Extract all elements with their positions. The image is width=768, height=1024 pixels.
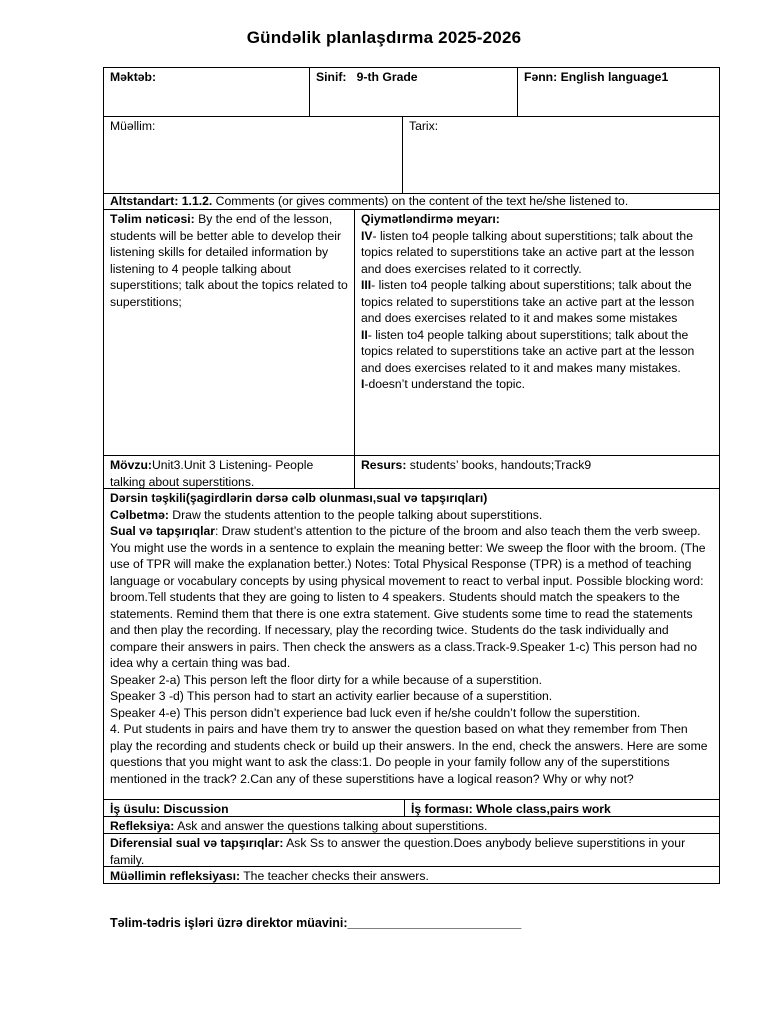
resources-text: students’ books, handouts;Track9 xyxy=(406,458,592,472)
differential-label: Diferensial sual və tapşırıqlar: xyxy=(110,836,284,850)
method-label: İş üsulu: Discussion xyxy=(110,802,229,816)
step-4-paragraph: 4. Put students in pairs and have them try to answer the question based on what they remember from Then play the recording and students check or build up their answers. In the end, check the answers. Here are some questions that you might want to ask the class:1. Do people in your family follow any of the superstitions mentioned in the track? 2.Can any of these superstitions have a logical reason? Why or why not? xyxy=(110,722,708,786)
speaker-2-line: Speaker 2-a) This person left the floor dirty for a while because of a superstition. xyxy=(110,672,542,687)
lesson-organization-cell xyxy=(104,489,719,799)
topic-text: Unit3.Unit 3 Listening- People talking about superstitions. xyxy=(110,458,314,488)
teacher-label: Müəllim: xyxy=(110,119,156,133)
substandard-cell xyxy=(104,194,719,209)
subject-label: Fənn: xyxy=(524,70,558,84)
engage-paragraph: Cəlbetmə: Draw the students attention to the people talking about superstitions. xyxy=(110,507,543,522)
resources-label: Resurs: xyxy=(361,458,407,472)
substandard-label: Altstandart: xyxy=(110,194,179,208)
assessment-level-4: IV- listen to4 people talking about superstitions; talk about the topics related to superstitions take an active part at the lesson and does exercises related to it correctly. xyxy=(361,228,695,276)
assessment-level-1: I-doesn’t understand the topic. xyxy=(361,377,525,391)
class-label: Sinif: xyxy=(316,70,347,84)
work-form-cell xyxy=(404,800,719,816)
class-value: 9-th Grade xyxy=(356,70,418,84)
teacher-cell xyxy=(104,117,402,193)
reflection-row xyxy=(103,817,720,834)
topic-cell xyxy=(104,456,354,488)
school-label: Məktəb: xyxy=(110,70,157,84)
teacher-reflection-cell xyxy=(104,867,719,883)
lesson-plan-table xyxy=(103,67,720,884)
reflection-text: Ask and answer the questions talking about superstitions. xyxy=(174,819,488,833)
differential-row xyxy=(103,834,720,867)
substandard-code: 1.1.2. xyxy=(181,194,213,208)
method-cell xyxy=(104,800,404,816)
teacher-reflection-label: Müəllimin refleksiyası: xyxy=(110,869,241,883)
lesson-heading: Dərsin təşkili(şagirdlərin dərsə cəlb olunması,sual və tapşırıqları) xyxy=(110,491,488,505)
method-row xyxy=(103,800,720,817)
date-label: Tarix: xyxy=(409,119,439,133)
substandard-row xyxy=(103,194,720,210)
header-row xyxy=(103,67,720,117)
learning-outcome-text: By the end of the lesson, students will be better able to develop their listening skills for detailed information by listening to 4 people talking about superstitions; talk about the topics related to superstitions; xyxy=(110,212,348,309)
tasks-paragraph: Sual və tapşırıqlar: Draw student’s attention to the picture of the broom and also teach them the verb sweep. You might use the words in a sentence to explain the meaning better: We sweep the floor with the broom. (The use of TPR will make the explanation better.) Notes: Total Physical Response (TPR) is a method of teaching language or vocabulary concepts by using physical movement to react to verbal input. Possible blocking word: broom.Tell students that they are going to listen to 4 speakers. Students should match the speakers to the statements. Remind them that there is one extra statement. Give students some time to read the statements and then play the recording. If necessary, play the recording twice. Students do the task individually and compare their answers in pairs. Then check the answers as a class.Track-9.Speaker 1-c) This person had no idea why a certain thing was bad. xyxy=(110,524,706,670)
director-signature-line: Təlim-tədris işləri üzrə direktor müavini:_________________________ xyxy=(110,916,522,930)
speaker-3-line: Speaker 3 -d) This person had to start an activity earlier because of a superstition. xyxy=(110,689,553,703)
speaker-4-line: Speaker 4-e) This person didn’t experience bad luck even if he/she couldn’t follow the superstition. xyxy=(110,705,641,720)
subject-value: English language1 xyxy=(560,70,669,84)
reflection-label: Refleksiya: xyxy=(110,819,175,833)
teacher-reflection-row xyxy=(103,867,720,884)
class-cell xyxy=(309,68,517,116)
assessment-label: Qiymətləndirmə meyarı: xyxy=(361,212,500,226)
substandard-text: Comments (or gives comments) on the content of the text he/she listened to. xyxy=(215,194,629,208)
subject-cell xyxy=(517,68,719,116)
topic-resources-row xyxy=(103,456,720,489)
page-title: Gündəlik planlaşdırma 2025-2026 xyxy=(246,28,522,47)
reflection-cell xyxy=(104,817,719,833)
teacher-row xyxy=(103,117,720,194)
date-cell xyxy=(402,117,719,193)
learning-outcome-cell xyxy=(104,210,354,455)
school-cell xyxy=(104,68,309,116)
outcome-assessment-row xyxy=(103,210,720,456)
resources-cell xyxy=(354,456,719,488)
assessment-cell xyxy=(354,210,719,455)
differential-cell xyxy=(104,834,719,866)
differential-text: Ask Ss to answer the question.Does anybody believe superstitions in your family. xyxy=(110,836,686,866)
learning-outcome-label: Təlim nəticəsi: xyxy=(110,212,195,226)
teacher-reflection-text: The teacher checks their answers. xyxy=(240,869,429,883)
topic-label: Mövzu: xyxy=(110,458,152,472)
assessment-level-3: III- listen to4 people talking about superstitions; talk about the topics related to superstitions take an active part at the lesson and does exercises related to it and makes some mistakes xyxy=(361,278,695,325)
lesson-organization-row xyxy=(103,489,720,800)
assessment-level-2: II- listen to4 people talking about superstitions; talk about the topics related to superstitions take an active part at the lesson and does exercises related to it and makes many mistakes. xyxy=(361,327,695,375)
work-form-label: İş forması: Whole class,pairs work xyxy=(411,802,611,816)
